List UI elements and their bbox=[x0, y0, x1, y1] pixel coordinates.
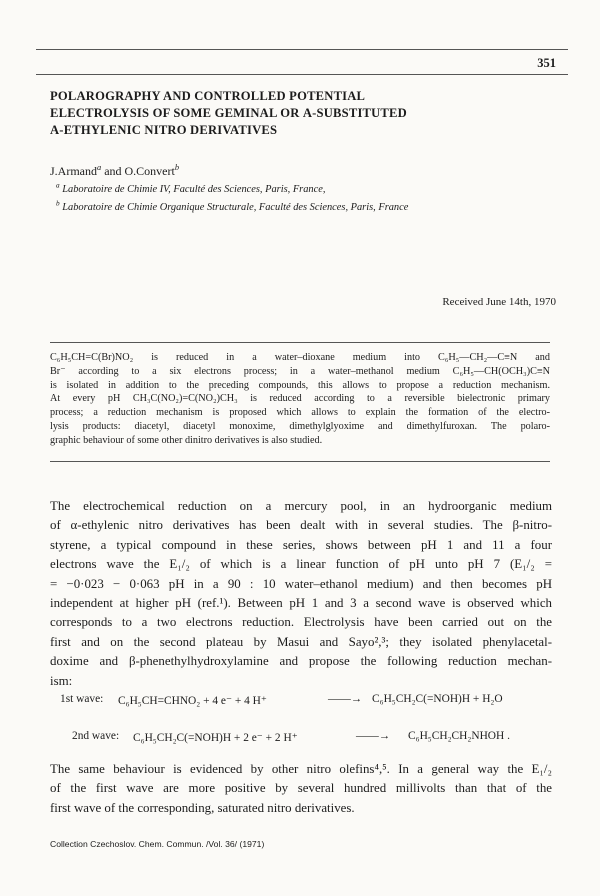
equation-arrow: ——→ bbox=[356, 730, 391, 742]
body-line: corresponds to a two electrons reduction. Electrolysis have been carried out on the bbox=[50, 615, 552, 630]
abstract-line: C₆H₅CH=C(Br)NO₂ is reduced in a water–dioxane medium into C₆H₅—CH₂—C≡N and bbox=[50, 352, 550, 363]
equation-lhs: C₆H₅CH=CHNO₂ + 4 e⁻ + 4 H⁺ bbox=[118, 695, 267, 707]
body-line: = −0·023 − 0·063 pH in a 90 : 10 water–ethanol medium) and then becomes pH bbox=[50, 576, 552, 591]
body-line: styrene, a typical compound in these series, shows between pH 1 and 11 a four bbox=[50, 537, 552, 552]
title-line: Α-ETHYLENIC NITRO DERIVATIVES bbox=[50, 123, 278, 137]
author-1-mark: a bbox=[97, 163, 102, 172]
body-line: of the first wave are more positive by several hundred millivolts than that of the bbox=[50, 781, 552, 796]
abstract-line: graphic behaviour of some other dinitro derivatives is also studied. bbox=[50, 434, 323, 446]
abstract bbox=[50, 351, 550, 448]
body-paragraph-2 bbox=[50, 760, 552, 818]
affiliation-mark: b bbox=[56, 199, 60, 208]
affiliation-text: Laboratoire de Chimie IV, Faculté des Sciences, Paris, France, bbox=[62, 184, 326, 195]
body-line: electrons wave the E₁/₂ of which is a linear function of pH unto pH 7 (E₁/₂ = bbox=[50, 557, 552, 572]
abstract-line: lysis products: diacetyl, diacetyl monoxime, dimethylglyoxime and dimethylfuroxan. The polaro- bbox=[50, 420, 550, 432]
abstract-line: At every pH CH₃C(NO₂)=C(NO₂)CH₃ is reduced according to a reversible bielectronic primary bbox=[50, 393, 550, 405]
affiliation-b bbox=[56, 199, 409, 213]
abstract-line: process; a reduction mechanism is proposed which allows to explain the formation of the electro- bbox=[50, 407, 550, 419]
body-line: doxime and β-phenethylhydroxylamine and propose the following reduction mechan- bbox=[50, 654, 552, 669]
author-conjunction: and bbox=[101, 164, 125, 178]
affiliation-mark: a bbox=[56, 181, 60, 190]
abstract-line: Br⁻ according to a six electrons process; in a water–methanol medium C₆H₅—CH(OCH₃)C≡N bbox=[50, 365, 550, 377]
equation-label: 2nd wave: bbox=[72, 730, 120, 742]
equation-arrow: ——→ bbox=[328, 693, 363, 705]
body-line: The electrochemical reduction on a mercury pool, in an hydroorganic medium bbox=[50, 499, 552, 513]
equation-rhs: C₆H₅CH₂C(=NOH)H + H₂O bbox=[372, 693, 503, 705]
body-line: ism: bbox=[50, 673, 73, 688]
journal-footer: Collection Czechoslov. Chem. Commun. /Vol. 36/ (1971) bbox=[50, 839, 265, 849]
equation-rhs: C₆H₅CH₂CH₂NHOH . bbox=[408, 730, 510, 742]
title-line: ELECTROLYSIS OF SOME GEMINAL OR Α-SUBSTITUTED bbox=[50, 106, 407, 120]
affiliation-text: Laboratoire de Chimie Organique Structurale, Faculté des Sciences, Paris, France bbox=[62, 202, 409, 213]
equation-lhs: C₆H₅CH₂C(=NOH)H + 2 e⁻ + 2 H⁺ bbox=[133, 732, 298, 744]
body-line: The same behaviour is evidenced by other nitro olefins⁴,⁵. In a general way the E₁/₂ bbox=[50, 762, 552, 776]
body-line: independent at higher pH (ref.¹). Between pH 1 and 3 a second wave is observed which bbox=[50, 596, 552, 611]
body-line: first and on the second plateau by Masui and Sayo²,³; they isolated phenylacetal- bbox=[50, 634, 552, 649]
affiliation-a bbox=[56, 181, 326, 195]
author-2: O.Convert bbox=[124, 164, 175, 178]
body-line: of α-ethylenic nitro derivatives has been dealt with in several studies. The β-nitro- bbox=[50, 518, 552, 533]
abstract-bottom-rule bbox=[50, 461, 550, 462]
article-title bbox=[50, 88, 550, 139]
received-date: Received June 14th, 1970 bbox=[442, 296, 556, 308]
author-line bbox=[50, 164, 179, 179]
header-rule bbox=[36, 74, 568, 75]
author-1: J.Armand bbox=[50, 164, 97, 178]
page-number: 351 bbox=[537, 56, 556, 70]
body-paragraph-1 bbox=[50, 497, 552, 691]
abstract-top-rule bbox=[50, 342, 550, 343]
top-rule-short bbox=[36, 49, 568, 50]
author-2-mark: b bbox=[174, 163, 180, 172]
title-line: POLAROGRAPHY AND CONTROLLED POTENTIAL bbox=[50, 89, 366, 103]
equation-label: 1st wave: bbox=[60, 693, 104, 705]
abstract-line: is isolated in addition to the preceding compounds, this allows to propose a reduction mechanism. bbox=[50, 379, 550, 391]
body-line: first wave of the corresponding, saturated nitro derivatives. bbox=[50, 800, 355, 815]
